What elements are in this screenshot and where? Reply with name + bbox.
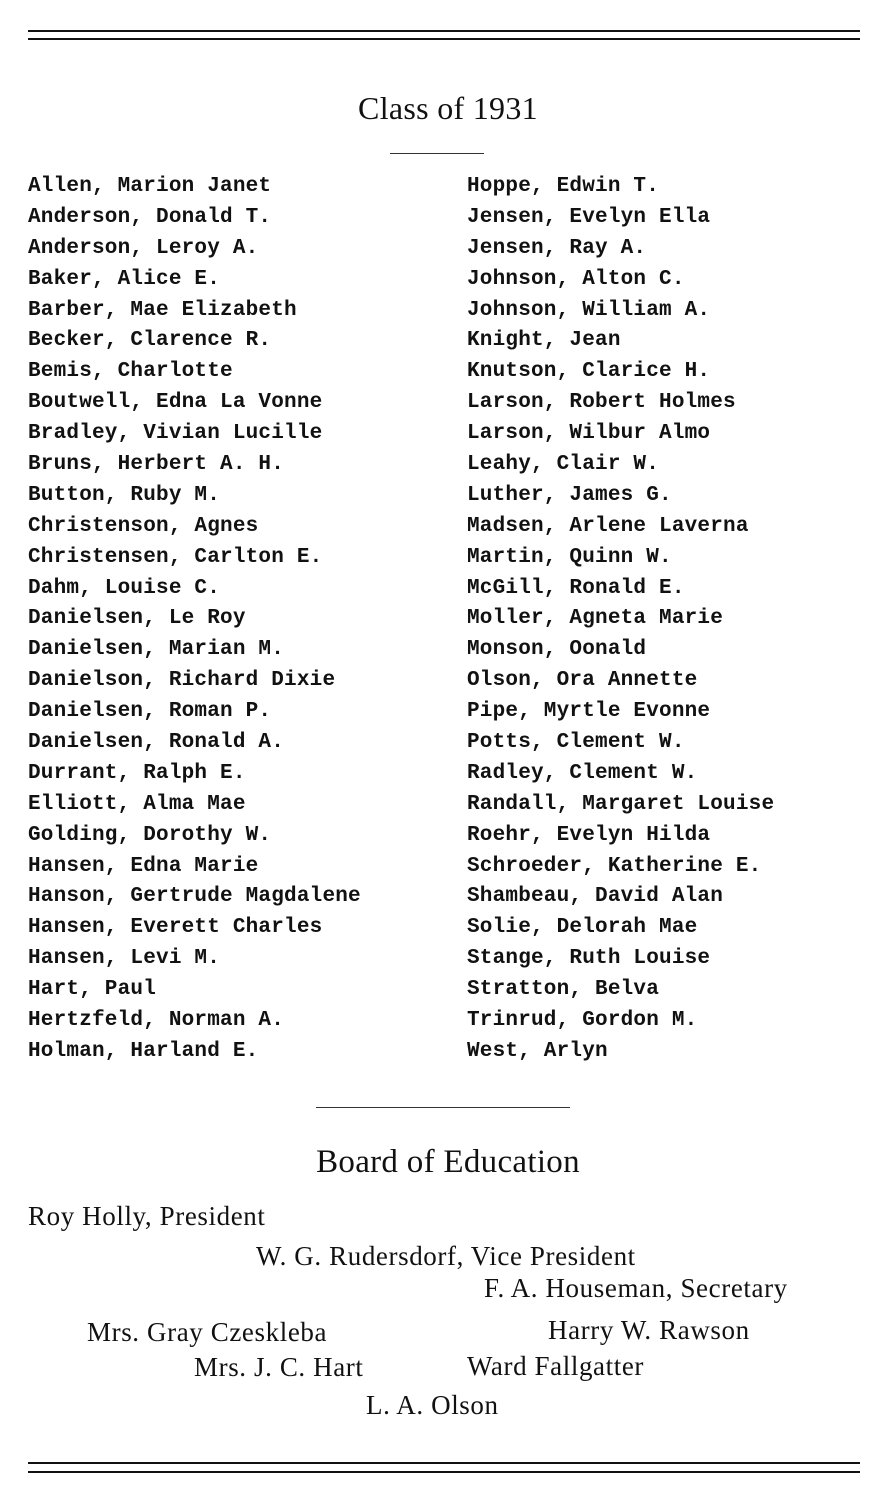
list-item: Hansen, Levi M. [28, 947, 221, 971]
list-item: Danielsen, Roman P. [28, 700, 272, 724]
list-item: Larson, Wilbur Almo [467, 422, 711, 446]
list-item: Pipe, Myrtle Evonne [467, 700, 711, 724]
list-item: Hart, Paul [28, 978, 157, 1002]
section-divider [316, 1107, 570, 1108]
list-item: Golding, Dorothy W. [28, 823, 272, 847]
list-item: Stratton, Belva [467, 978, 660, 1002]
list-item: Monson, Oonald [467, 638, 647, 662]
list-item: Leahy, Clair W. [467, 453, 660, 477]
list-item: Knight, Jean [467, 329, 621, 353]
list-item: Dahm, Louise C. [28, 576, 221, 600]
list-item: Stange, Ruth Louise [467, 947, 711, 971]
board-president: Roy Holly, President [28, 1201, 266, 1231]
board-member-hart: Mrs. J. C. Hart [194, 1352, 364, 1382]
list-item: Button, Ruby M. [28, 483, 221, 507]
list-item: Potts, Clement W. [467, 731, 685, 755]
list-item: Christenson, Agnes [28, 514, 259, 538]
list-item: Hertzfeld, Norman A. [28, 1009, 285, 1033]
list-item: Schroeder, Katherine E. [467, 854, 762, 878]
list-item: Luther, James G. [467, 483, 672, 507]
list-item: Jensen, Ray A. [467, 236, 647, 260]
list-item: West, Arlyn [467, 1039, 608, 1063]
list-item: Danielsen, Le Roy [28, 607, 246, 631]
bottom-rule-upper [28, 1462, 860, 1464]
list-item: Durrant, Ralph E. [28, 761, 246, 785]
list-item: Randall, Margaret Louise [467, 792, 775, 816]
list-item: Barber, Mae Elizabeth [28, 298, 297, 322]
list-item: Hansen, Everett Charles [28, 916, 323, 940]
list-item: Martin, Quinn W. [467, 545, 672, 569]
class-heading: Class of 1931 [358, 90, 538, 126]
list-item: Danielsen, Marian M. [28, 638, 285, 662]
list-item: Hoppe, Edwin T. [467, 175, 660, 198]
list-item: Anderson, Donald T. [28, 205, 272, 229]
list-item: Larson, Robert Holmes [467, 391, 736, 415]
list-item: Shambeau, David Alan [467, 885, 724, 909]
list-item: Radley, Clement W. [467, 761, 698, 785]
list-item: Danielson, Richard Dixie [28, 669, 336, 693]
list-item: Roehr, Evelyn Hilda [467, 823, 711, 847]
top-rule-lower [28, 38, 860, 40]
list-item: Knutson, Clarice H. [467, 360, 711, 384]
class-heading-underline [390, 153, 484, 154]
list-item: Trinrud, Gordon M. [467, 1009, 698, 1033]
list-item: Jensen, Evelyn Ella [467, 205, 711, 229]
list-item: Boutwell, Edna La Vonne [28, 391, 323, 415]
list-item: Danielsen, Ronald A. [28, 731, 285, 755]
list-item: Holman, Harland E. [28, 1039, 259, 1063]
board-secretary: F. A. Houseman, Secretary [484, 1273, 788, 1303]
list-item: Anderson, Leroy A. [28, 236, 259, 260]
board-member-fallgatter: Ward Fallgatter [467, 1351, 645, 1381]
list-item: Christensen, Carlton E. [28, 545, 323, 569]
list-item: Hanson, Gertrude Magdalene [28, 885, 361, 909]
list-item: Olson, Ora Annette [467, 669, 698, 693]
list-item: Moller, Agneta Marie [467, 607, 724, 631]
bottom-rule-lower [28, 1471, 860, 1473]
list-item: Madsen, Arlene Laverna [467, 514, 749, 538]
board-member-czeskleba: Mrs. Gray Czeskleba [87, 1317, 328, 1347]
list-item: Johnson, William A. [467, 298, 711, 322]
list-item: Hansen, Edna Marie [28, 854, 259, 878]
list-item: Bruns, Herbert A. H. [28, 453, 285, 477]
list-item: Becker, Clarence R. [28, 329, 272, 353]
list-item: Elliott, Alma Mae [28, 792, 246, 816]
right-name-column [467, 172, 774, 1068]
board-member-olson: L. A. Olson [366, 1390, 499, 1420]
list-item: Solie, Delorah Mae [467, 916, 698, 940]
list-item: McGill, Ronald E. [467, 576, 685, 600]
list-item: Johnson, Alton C. [467, 267, 685, 291]
board-member-rawson: Harry W. Rawson [548, 1315, 750, 1345]
list-item: Bemis, Charlotte [28, 360, 233, 384]
left-name-column [28, 172, 361, 1068]
list-item: Allen, Marion Janet [28, 175, 272, 198]
board-vice-president: W. G. Rudersdorf, Vice President [256, 1241, 636, 1271]
top-rule-upper [28, 30, 860, 32]
board-heading: Board of Education [316, 1144, 580, 1180]
list-item: Baker, Alice E. [28, 267, 221, 291]
list-item: Bradley, Vivian Lucille [28, 422, 323, 446]
